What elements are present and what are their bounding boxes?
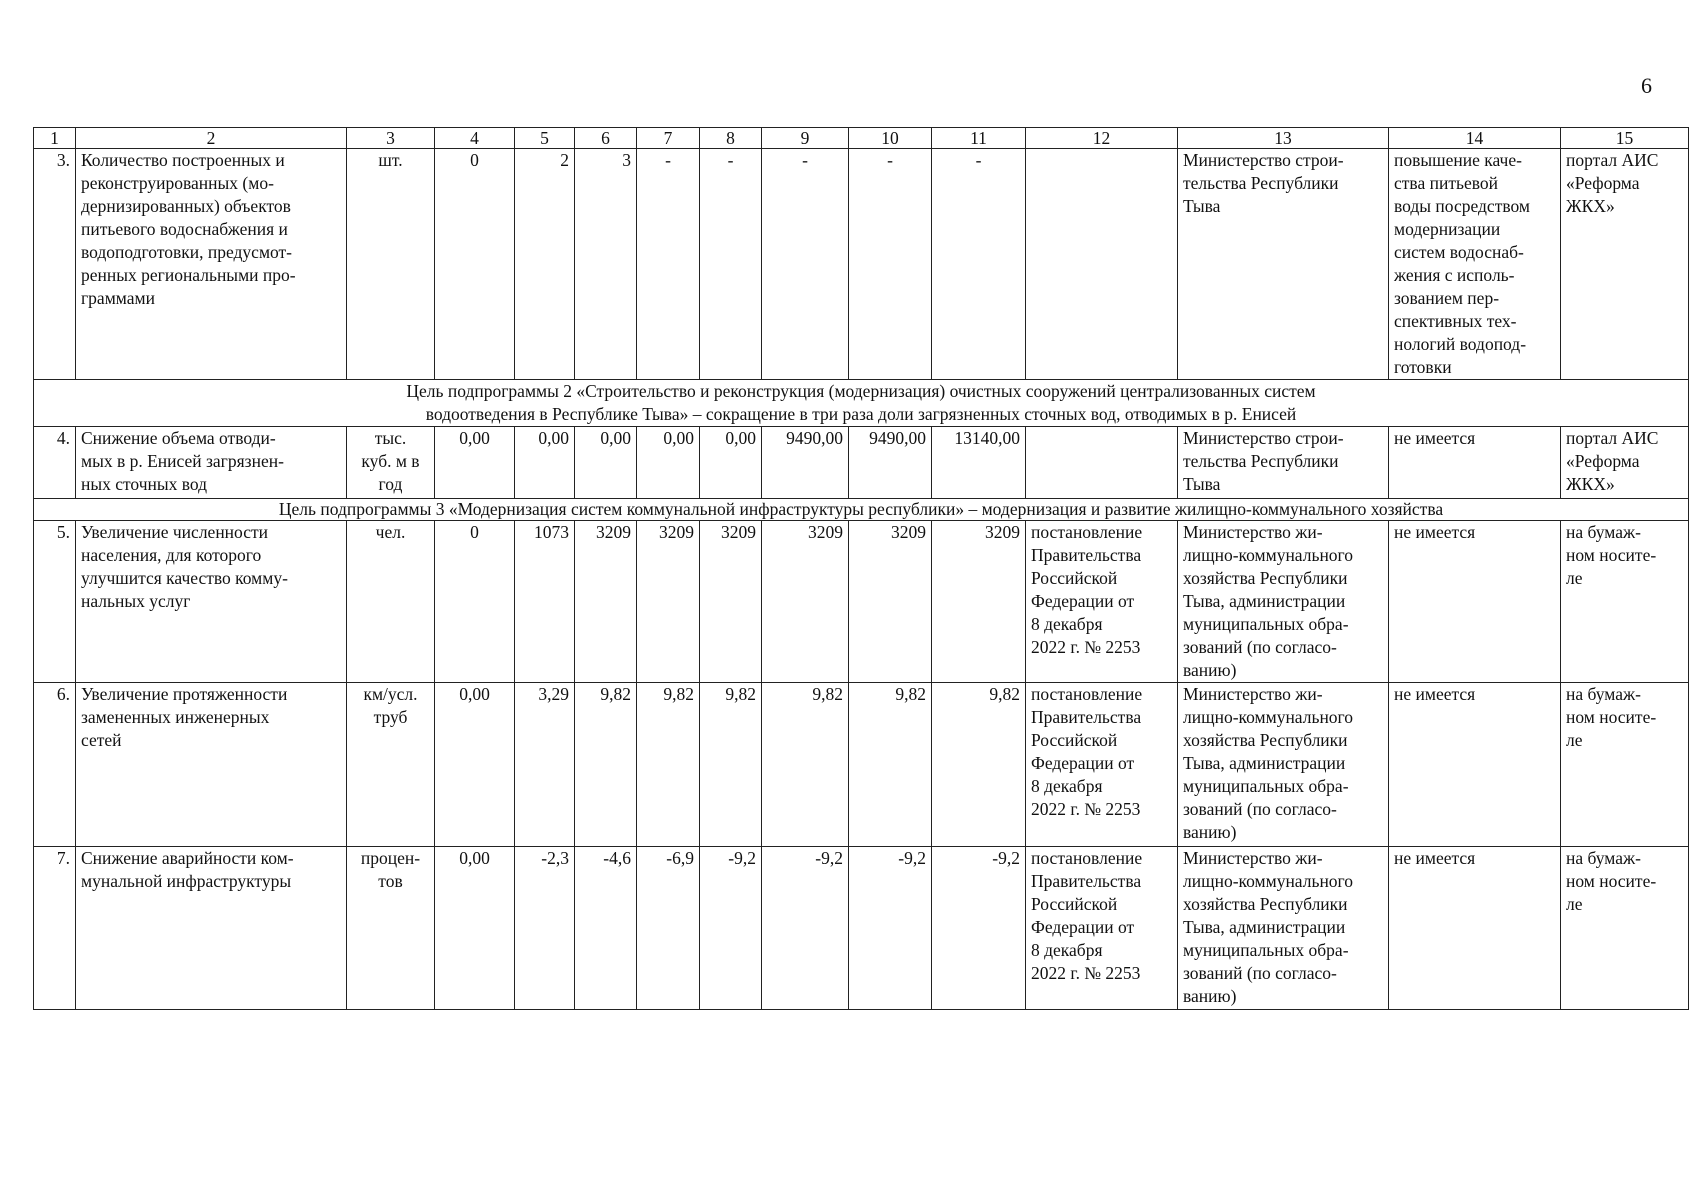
responsible-cell-line: лищно-коммунального (1183, 707, 1354, 727)
unit-cell-line: процен- (360, 848, 421, 868)
responsible-cell-line: лищно-коммунального (1183, 545, 1354, 565)
basis-cell-line: Федерации от (1031, 917, 1135, 937)
value-cell: 3,29 (515, 683, 575, 847)
indicator-name-line: ренных региональными про- (81, 265, 296, 285)
row-number: 3. (34, 149, 76, 380)
responsible-cell-line: Министерство строи- (1183, 150, 1344, 170)
source-cell-line: на бумаж- (1566, 522, 1641, 542)
responsible-cell-line: тельства Республики (1183, 451, 1339, 471)
responsible-cell-line: Тыва, администрации (1183, 917, 1346, 937)
value-cell: -4,6 (575, 847, 637, 1010)
table-row (34, 847, 1689, 1010)
basis-cell-line: 8 декабря (1031, 614, 1103, 634)
value-cell: 3 (575, 149, 637, 380)
value-cell: 0,00 (637, 427, 700, 499)
indicator-name-line: мунальной инфраструктуры (81, 871, 292, 891)
unit-cell-line: чел. (375, 522, 406, 542)
table-row (34, 427, 1689, 499)
indicator-name-line: замененных инженерных (81, 707, 270, 727)
relation-cell (1389, 683, 1561, 847)
basis-cell-line: Российской (1031, 894, 1118, 914)
indicator-name-line: улучшится качество комму- (81, 568, 288, 588)
value-cell: 9490,00 (849, 427, 932, 499)
source-cell-line: «Реформа (1566, 451, 1640, 471)
unit-cell-line: шт. (378, 150, 403, 170)
indicator-name-line: Увеличение численности (81, 522, 269, 542)
value-cell: - (762, 149, 849, 380)
table-row (34, 149, 1689, 380)
indicator-name-line: мых в р. Енисей загрязнен- (81, 451, 284, 471)
basis-cell (1026, 683, 1178, 847)
indicator-name (76, 683, 347, 847)
source-cell-line: ЖКХ» (1566, 196, 1615, 216)
responsible-cell-line: ванию) (1183, 822, 1237, 842)
value-cell: 0 (435, 149, 515, 380)
relation-cell-line: ства питьевой (1394, 173, 1498, 193)
value-cell: -6,9 (637, 847, 700, 1010)
value-cell: -9,2 (932, 847, 1026, 1010)
unit-cell-line: куб. м в (361, 451, 420, 471)
relation-cell-line: зованием пер- (1394, 288, 1500, 308)
row-number: 7. (34, 847, 76, 1010)
unit-cell-line: тыс. (374, 428, 407, 448)
relation-cell-line: не имеется (1394, 522, 1476, 542)
relation-cell-line: не имеется (1394, 428, 1476, 448)
goal-text-line: Цель подпрограммы 2 «Строительство и реконструкция (модернизация) очистных сооружений централизованных систем (406, 381, 1316, 401)
responsible-cell (1178, 149, 1389, 380)
responsible-cell-line: Министерство строи- (1183, 428, 1344, 448)
indicator-name (76, 521, 347, 683)
value-cell: 9,82 (762, 683, 849, 847)
basis-cell-line: 8 декабря (1031, 776, 1103, 796)
value-cell: -2,3 (515, 847, 575, 1010)
unit-cell (347, 149, 435, 380)
value-cell: 2 (515, 149, 575, 380)
table-row (34, 683, 1689, 847)
source-cell (1561, 683, 1689, 847)
source-cell-line: ном носите- (1566, 545, 1657, 565)
value-cell: 3209 (637, 521, 700, 683)
relation-cell (1389, 149, 1561, 380)
indicator-name-line: ных сточных вод (81, 474, 208, 494)
column-number: 7 (637, 128, 700, 149)
value-cell: 3209 (700, 521, 762, 683)
responsible-cell-line: Тыва (1183, 196, 1221, 216)
relation-cell-line: спективных тех- (1394, 311, 1517, 331)
indicator-name-line: сетей (81, 730, 122, 750)
column-number: 3 (347, 128, 435, 149)
indicator-name-line: питьевого водоснабжения и (81, 219, 288, 239)
relation-cell-line: систем водоснаб- (1394, 242, 1524, 262)
responsible-cell-line: зований (по согласо- (1183, 799, 1337, 819)
indicator-name-line: дернизированных) объектов (81, 196, 291, 216)
source-cell-line: на бумаж- (1566, 848, 1641, 868)
basis-cell-line: Российской (1031, 568, 1118, 588)
row-number: 4. (34, 427, 76, 499)
indicator-name-line: Увеличение протяженности (81, 684, 288, 704)
basis-cell-line: Правительства (1031, 871, 1142, 891)
unit-cell (347, 521, 435, 683)
goal-text-line: водоотведения в Республике Тыва» – сокращение в три раза доли загрязненных сточных вод, отводимых в р. Енисей (425, 404, 1297, 424)
responsible-cell-line: Министерство жи- (1183, 522, 1323, 542)
basis-cell-line: постановление (1031, 684, 1143, 704)
indicator-name-line: водоподготовки, предусмот- (81, 242, 293, 262)
source-cell-line: ле (1566, 894, 1583, 914)
unit-cell (347, 683, 435, 847)
source-cell-line: ле (1566, 568, 1583, 588)
value-cell: 3209 (849, 521, 932, 683)
column-number: 6 (575, 128, 637, 149)
value-cell: 0,00 (515, 427, 575, 499)
responsible-cell-line: хозяйства Республики (1183, 894, 1348, 914)
column-number: 12 (1026, 128, 1178, 149)
indicator-name-line: нальных услуг (81, 591, 191, 611)
responsible-cell-line: хозяйства Республики (1183, 730, 1348, 750)
column-number: 15 (1561, 128, 1689, 149)
value-cell: - (637, 149, 700, 380)
indicator-name (76, 149, 347, 380)
value-cell: 0,00 (435, 847, 515, 1010)
basis-cell (1026, 427, 1178, 499)
indicator-name-line: реконструированных (мо- (81, 173, 274, 193)
source-cell-line: ном носите- (1566, 871, 1657, 891)
value-cell: -9,2 (762, 847, 849, 1010)
column-number: 9 (762, 128, 849, 149)
source-cell-line: ном носите- (1566, 707, 1657, 727)
indicator-name-line: Количество построенных и (81, 150, 285, 170)
value-cell: 0,00 (700, 427, 762, 499)
value-cell: 0,00 (435, 427, 515, 499)
value-cell: 9,82 (932, 683, 1026, 847)
relation-cell-line: не имеется (1394, 848, 1476, 868)
responsible-cell-line: тельства Республики (1183, 173, 1339, 193)
source-cell-line: портал АИС (1566, 150, 1659, 170)
indicator-name (76, 847, 347, 1010)
responsible-cell-line: Министерство жи- (1183, 848, 1323, 868)
value-cell: - (849, 149, 932, 380)
column-number: 1 (34, 128, 76, 149)
value-cell: 9,82 (700, 683, 762, 847)
indicators-table (33, 127, 1689, 1010)
value-cell: 0,00 (435, 683, 515, 847)
basis-cell-line: Правительства (1031, 707, 1142, 727)
table-row (34, 521, 1689, 683)
responsible-cell-line: Министерство жи- (1183, 684, 1323, 704)
responsible-cell (1178, 521, 1389, 683)
indicator-name (76, 427, 347, 499)
relation-cell-line: нологий водопод- (1394, 334, 1527, 354)
column-number: 4 (435, 128, 515, 149)
responsible-cell-line: Тыва, администрации (1183, 591, 1346, 611)
source-cell-line: на бумаж- (1566, 684, 1641, 704)
source-cell-line: «Реформа (1566, 173, 1640, 193)
basis-cell (1026, 149, 1178, 380)
value-cell: 1073 (515, 521, 575, 683)
value-cell: 3209 (575, 521, 637, 683)
value-cell: 9,82 (575, 683, 637, 847)
responsible-cell (1178, 847, 1389, 1010)
source-cell (1561, 149, 1689, 380)
responsible-cell-line: зований (по согласо- (1183, 963, 1337, 983)
column-number: 11 (932, 128, 1026, 149)
responsible-cell-line: ванию) (1183, 660, 1237, 680)
value-cell: - (700, 149, 762, 380)
column-number: 2 (76, 128, 347, 149)
basis-cell-line: 2022 г. № 2253 (1031, 799, 1141, 819)
column-number: 10 (849, 128, 932, 149)
responsible-cell-line: Тыва, администрации (1183, 753, 1346, 773)
indicator-name-line: Снижение аварийности ком- (81, 848, 294, 868)
unit-cell-line: труб (373, 707, 408, 727)
basis-cell-line: Российской (1031, 730, 1118, 750)
basis-cell (1026, 847, 1178, 1010)
basis-cell (1026, 521, 1178, 683)
basis-cell-line: постановление (1031, 848, 1143, 868)
source-cell (1561, 847, 1689, 1010)
goal-text (34, 499, 1689, 521)
unit-cell (347, 847, 435, 1010)
responsible-cell (1178, 683, 1389, 847)
column-number: 13 (1178, 128, 1389, 149)
value-cell: 0 (435, 521, 515, 683)
goal-text (34, 380, 1689, 427)
source-cell (1561, 521, 1689, 683)
column-number: 5 (515, 128, 575, 149)
responsible-cell-line: хозяйства Республики (1183, 568, 1348, 588)
goal-row (34, 499, 1689, 521)
value-cell: -9,2 (700, 847, 762, 1010)
responsible-cell-line: муниципальных обра- (1183, 940, 1349, 960)
relation-cell-line: не имеется (1394, 684, 1476, 704)
basis-cell-line: Федерации от (1031, 753, 1135, 773)
value-cell: 3209 (762, 521, 849, 683)
basis-cell-line: Федерации от (1031, 591, 1135, 611)
goal-text-line: Цель подпрограммы 3 «Модернизация систем коммунальной инфраструктуры республики» – модернизация и развитие жилищно-коммунального хозяйства (278, 499, 1444, 519)
responsible-cell-line: муниципальных обра- (1183, 614, 1349, 634)
value-cell: 9490,00 (762, 427, 849, 499)
basis-cell-line: 8 декабря (1031, 940, 1103, 960)
responsible-cell-line: зований (по согласо- (1183, 637, 1337, 657)
basis-cell-line: 2022 г. № 2253 (1031, 637, 1141, 657)
indicator-name-line: населения, для которого (81, 545, 262, 565)
relation-cell-line: модернизации (1394, 219, 1501, 239)
unit-cell-line: тов (378, 871, 403, 891)
relation-cell (1389, 847, 1561, 1010)
source-cell (1561, 427, 1689, 499)
relation-cell-line: готовки (1394, 357, 1452, 377)
page-number: 6 (1641, 73, 1652, 98)
basis-cell-line: постановление (1031, 522, 1143, 542)
value-cell: -9,2 (849, 847, 932, 1010)
goal-row (34, 380, 1689, 427)
relation-cell (1389, 521, 1561, 683)
relation-cell-line: воды посредством (1394, 196, 1530, 216)
value-cell: 9,82 (849, 683, 932, 847)
indicator-name-line: Снижение объема отводи- (81, 428, 276, 448)
source-cell-line: ЖКХ» (1566, 474, 1615, 494)
value-cell: 3209 (932, 521, 1026, 683)
value-cell: 9,82 (637, 683, 700, 847)
responsible-cell-line: Тыва (1183, 474, 1221, 494)
value-cell: 0,00 (575, 427, 637, 499)
unit-cell-line: год (378, 474, 403, 494)
responsible-cell-line: муниципальных обра- (1183, 776, 1349, 796)
relation-cell-line: повышение каче- (1394, 150, 1522, 170)
responsible-cell-line: лищно-коммунального (1183, 871, 1354, 891)
row-number: 5. (34, 521, 76, 683)
relation-cell (1389, 427, 1561, 499)
value-cell: 13140,00 (932, 427, 1026, 499)
basis-cell-line: 2022 г. № 2253 (1031, 963, 1141, 983)
relation-cell-line: жения с исполь- (1394, 265, 1515, 285)
column-number: 8 (700, 128, 762, 149)
column-number-row (34, 128, 1689, 149)
basis-cell-line: Правительства (1031, 545, 1142, 565)
value-cell: - (932, 149, 1026, 380)
unit-cell (347, 427, 435, 499)
responsible-cell-line: ванию) (1183, 986, 1237, 1006)
indicator-name-line: граммами (81, 288, 155, 308)
source-cell-line: ле (1566, 730, 1583, 750)
unit-cell-line: км/усл. (363, 684, 418, 704)
column-number: 14 (1389, 128, 1561, 149)
source-cell-line: портал АИС (1566, 428, 1659, 448)
responsible-cell (1178, 427, 1389, 499)
row-number: 6. (34, 683, 76, 847)
